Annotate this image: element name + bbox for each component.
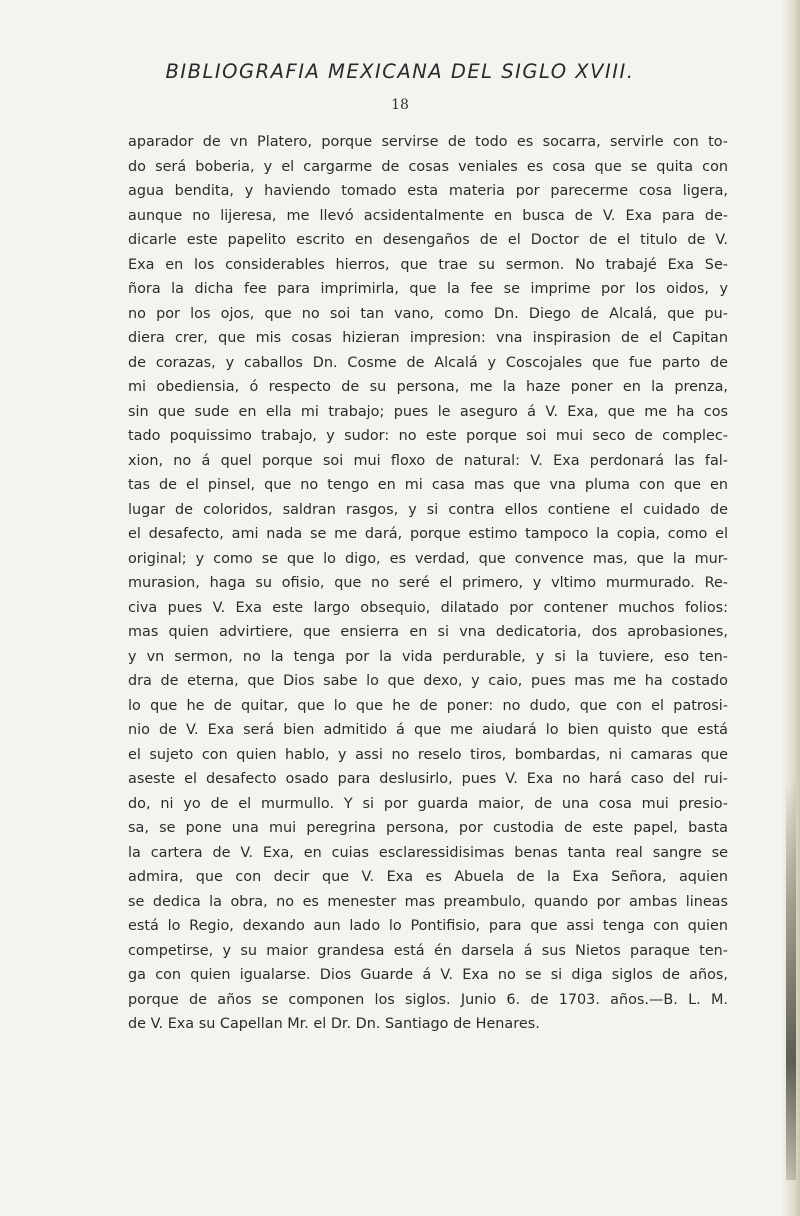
text-line: agua bendita, y haviendo tomado esta materia por parecerme cosa ligera, [128,183,728,199]
text-line: tado poquissimo trabajo, y sudor: no este porque soi mui seco de complec- [128,428,728,444]
text-line: competirse, y su maior grandesa está én darsela á sus Nietos paraque ten- [128,942,728,959]
page-edge-stain [786,780,796,1180]
text-line: civa pues V. Exa este largo obsequio, dilatado por contener muchos folios: [128,599,728,616]
text-line: Exa en los considerables hierros, que trae su sermon. No trabajé Exa Se- [128,256,728,273]
text-line: de V. Exa su Capellan Mr. el Dr. Dn. Santiago de Henares. [128,1016,540,1032]
text-line: xion, no á quel porque soi mui floxo de natural: V. Exa perdonará las fal- [128,452,728,469]
text-line: aparador de vn Platero, porque servirse de todo es socarra, servirle con to- [128,134,728,150]
text-line: lugar de coloridos, saldran rasgos, y si contra ellos contiene el cuidado de [128,501,728,518]
text-line: nio de V. Exa será bien admitido á que me aiudará lo bien quisto que está [128,722,728,738]
text-line: está lo Regio, dexando aun lado lo Pontifisio, para que assi tenga con quien [128,918,728,934]
text-line: mas quien advirtiere, que ensierra en si vna dedicatoria, dos aprobasiones, [128,624,728,640]
text-line: lo que he de quitar, que lo que he de poner: no dudo, que con el patrosi- [128,697,728,714]
text-line: aunque no lijeresa, me llevó acsidentalmente en busca de V. Exa para de- [128,207,728,224]
text-line: do, ni yo de el murmullo. Y si por guarda maior, de una cosa mui presio- [128,795,728,812]
text-line: y vn sermon, no la tenga por la vida perdurable, y si la tuviere, eso ten- [128,648,728,665]
text-line: tas de el pinsel, que no tengo en mi casa mas que vna pluma con que en [128,477,728,493]
text-line: dicarle este papelito escrito en desengaños de el Doctor de el titulo de V. [128,232,728,248]
text-line: dra de eterna, que Dios sabe lo que dexo, y caio, pues mas me ha costado [128,673,728,689]
text-line: ga con quien igualarse. Dios Guarde á V. Exa no se si diga siglos de años, [128,967,728,983]
text-line: original; y como se que lo digo, es verdad, que convence mas, que la mur- [128,550,728,567]
text-line: no por los ojos, que no soi tan vano, como Dn. Diego de Alcalá, que pu- [128,305,728,322]
text-line: el sujeto con quien hablo, y assi no reselo tiros, bombardas, ni camaras que [128,746,728,763]
text-line: de corazas, y caballos Dn. Cosme de Alcalá y Coscojales que fue parto de [128,354,728,371]
text-line: diera crer, que mis cosas hizieran impresion: vna inspirasion de el Capitan [128,330,728,346]
text-line: la cartera de V. Exa, en cuias esclaressidisimas benas tanta real sangre se [128,844,728,861]
text-line: se dedica la obra, no es menester mas preambulo, quando por ambas lineas [128,893,728,910]
body-text [128,130,728,1037]
text-line: admira, que con decir que V. Exa es Abuela de la Exa Señora, aquien [128,869,728,885]
text-line: murasion, haga su ofisio, que no seré el primero, y vltimo murmurado. Re- [128,575,728,591]
text-line: sa, se pone una mui peregrina persona, por custodia de este papel, basta [128,820,728,836]
text-line: aseste el desafecto osado para deslusirlo, pues V. Exa no hará caso del rui- [128,771,728,787]
text-line: porque de años se componen los siglos. Junio 6. de 1703. años.—B. L. M. [128,991,728,1008]
page-number: 18 [391,97,409,113]
text-line: sin que sude en ella mi trabajo; pues le aseguro á V. Exa, que me ha cos [128,403,728,420]
text-line: mi obediensia, ó respecto de su persona, me la haze poner en la prenza, [128,379,728,395]
text-line: do será boberia, y el cargarme de cosas veniales es cosa que se quita con [128,158,728,175]
text-line: ñora la dicha fee para imprimirla, que la fee se imprime por los oidos, y [128,281,728,297]
text-line: el desafecto, ami nada se me dará, porque estimo tampoco la copia, como el [128,526,728,542]
running-head: BIBLIOGRAFIA MEXICANA DEL SIGLO XVIII. [165,60,635,83]
